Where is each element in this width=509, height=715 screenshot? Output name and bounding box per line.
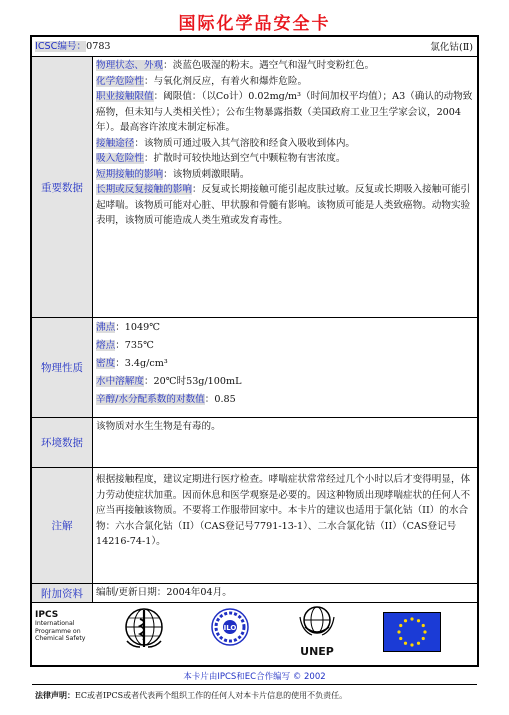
svg-text:ILO: ILO [223, 624, 237, 632]
important-item-key: 吸入危险性 [96, 153, 144, 164]
notes-text: 根据接触程度，建议定期进行医疗检查。哮喘症状常常经过几个小时以后才变得明显，体力劳动使症状加重。因而休息和医学观察是必要的。因这种物质出现哮喘症状的任何人不应当再接触该物质。不要将工作服带回家中。本卡片的建议也适用于氯化钴（II）的水合物：六水合氯化钴（II）（CAS登记号7791-13-1）、二水合氯化钴（II）（CAS登记号14216-74-1）。 [96, 474, 471, 547]
eu-flag-icon [383, 612, 441, 652]
eu-star-icon [423, 630, 426, 633]
eu-star-icon [404, 642, 407, 645]
section-important [32, 57, 477, 318]
eu-star-icon [404, 619, 407, 622]
physical-item-value: ：3.4g/cm³ [115, 358, 168, 369]
section-label-notes: 注解 [32, 468, 93, 583]
important-item [96, 136, 474, 152]
section-label-important: 重要数据 [32, 57, 93, 317]
icsc-number: 0783 [86, 41, 111, 52]
eu-star-icon [422, 624, 425, 627]
who-emblem-icon [124, 607, 164, 649]
eu-star-icon [399, 624, 402, 627]
credit-text: 本卡片由IPCS和EC合作编写 © 2002 [183, 672, 326, 682]
important-item [96, 151, 474, 167]
eu-star-icon [422, 637, 425, 640]
important-item-key: 物理状态、外观 [96, 60, 164, 71]
section-environment [32, 418, 477, 468]
important-item-value: ：该物质刺激眼睛。 [163, 168, 250, 180]
important-item-key: 接触途径 [96, 137, 135, 149]
physical-item-value: ：735℃ [115, 340, 154, 351]
icsc-label: ICSC编号： [35, 41, 87, 52]
physical-item-key: 辛醇/水分配系数的对数值 [96, 394, 205, 405]
important-item-key: 化学危险性 [96, 75, 144, 87]
physical-item-value: ：0.85 [204, 394, 236, 405]
physical-item [96, 373, 474, 391]
legal-notice [32, 685, 477, 715]
eu-star-icon [397, 630, 400, 633]
important-item-value: ：阈限值：（以Co计）0.02mg/m³（时间加权平均值）；A3（确认的动物致癌物，但未知与人类相关性）；公布生物暴露指数（美国政府工业卫生学家会议，2004年）。最高容许浓度未制定标准。 [96, 91, 473, 133]
additional-text: 编制/更新日期：2004年04月。 [96, 587, 232, 598]
important-item [96, 74, 474, 90]
footer-logos [32, 603, 477, 685]
important-item [96, 167, 474, 183]
physical-item [96, 391, 474, 409]
important-item-key: 短期接触的影响 [96, 168, 164, 180]
important-item-value: ：反复或长期接触可能引起皮肤过敏。反复或长期吸入接触可能引起哮喘。该物质可能对心脏、甲状腺和骨髓有影响。该物质可能是人类致癌物。动物实验表明，该物质可能造成人类生殖或发育毒性。 [96, 184, 471, 226]
unep-label: UNEP [300, 645, 334, 658]
physical-content [93, 318, 477, 417]
important-content [93, 57, 477, 317]
section-label-additional: 附加资料 [32, 584, 93, 602]
important-item-key: 长期或反复接触的影响 [96, 184, 192, 195]
physical-item-key: 水中溶解度 [96, 376, 144, 387]
important-item [96, 182, 474, 229]
ilo-emblem-icon [210, 607, 250, 649]
important-item-value: ：扩散时可较快地达到空气中颗粒物有害浓度。 [143, 153, 346, 164]
important-item-value: ：与氧化剂反应，有着火和爆炸危险。 [143, 75, 308, 87]
important-item [96, 89, 474, 136]
unep-emblem-icon [296, 605, 338, 645]
eu-star-icon [417, 642, 420, 645]
physical-item-key: 沸点 [96, 322, 116, 333]
section-physical [32, 318, 477, 418]
section-additional [32, 584, 477, 603]
chemical-name: 氯化钴(Ⅱ) [430, 42, 473, 53]
important-item-value: ：淡蓝色吸湿的粉末。遇空气和湿气时变粉红色。 [163, 60, 375, 71]
important-item-value: ：该物质可通过吸入其气溶胶和经食入吸收到体内。 [134, 137, 356, 149]
physical-item-value: ：1049℃ [115, 322, 160, 333]
section-label-physical: 物理性质 [32, 318, 93, 417]
card-header [32, 37, 477, 57]
physical-item [96, 355, 474, 373]
eu-star-icon [410, 617, 413, 620]
environment-text: 该物质对水生生物是有毒的。 [96, 421, 221, 432]
physical-item [96, 337, 474, 355]
legal-label: 法律声明： [35, 691, 75, 700]
important-item-key: 职业接触限值 [96, 91, 154, 102]
safety-card [30, 35, 479, 700]
eu-star-icon [410, 643, 413, 646]
eu-star-icon [417, 619, 420, 622]
ipcs-logo-text: IPCS International Programme on Chemical Safety [35, 610, 86, 642]
legal-text: EC或者IPCS或者代表两个组织工作的任何人对本卡片信息的使用不负责任。 [75, 691, 348, 700]
physical-item-key: 熔点 [96, 340, 116, 351]
physical-item [96, 319, 474, 337]
eu-star-icon [399, 637, 402, 640]
important-item [96, 58, 474, 74]
physical-item-value: ：20℃时53g/100mL [143, 376, 242, 387]
card-title: 国际化学品安全卡 [178, 14, 331, 34]
physical-item-key: 密度 [96, 358, 116, 369]
section-notes [32, 468, 477, 584]
section-label-environment: 环境数据 [32, 418, 93, 467]
